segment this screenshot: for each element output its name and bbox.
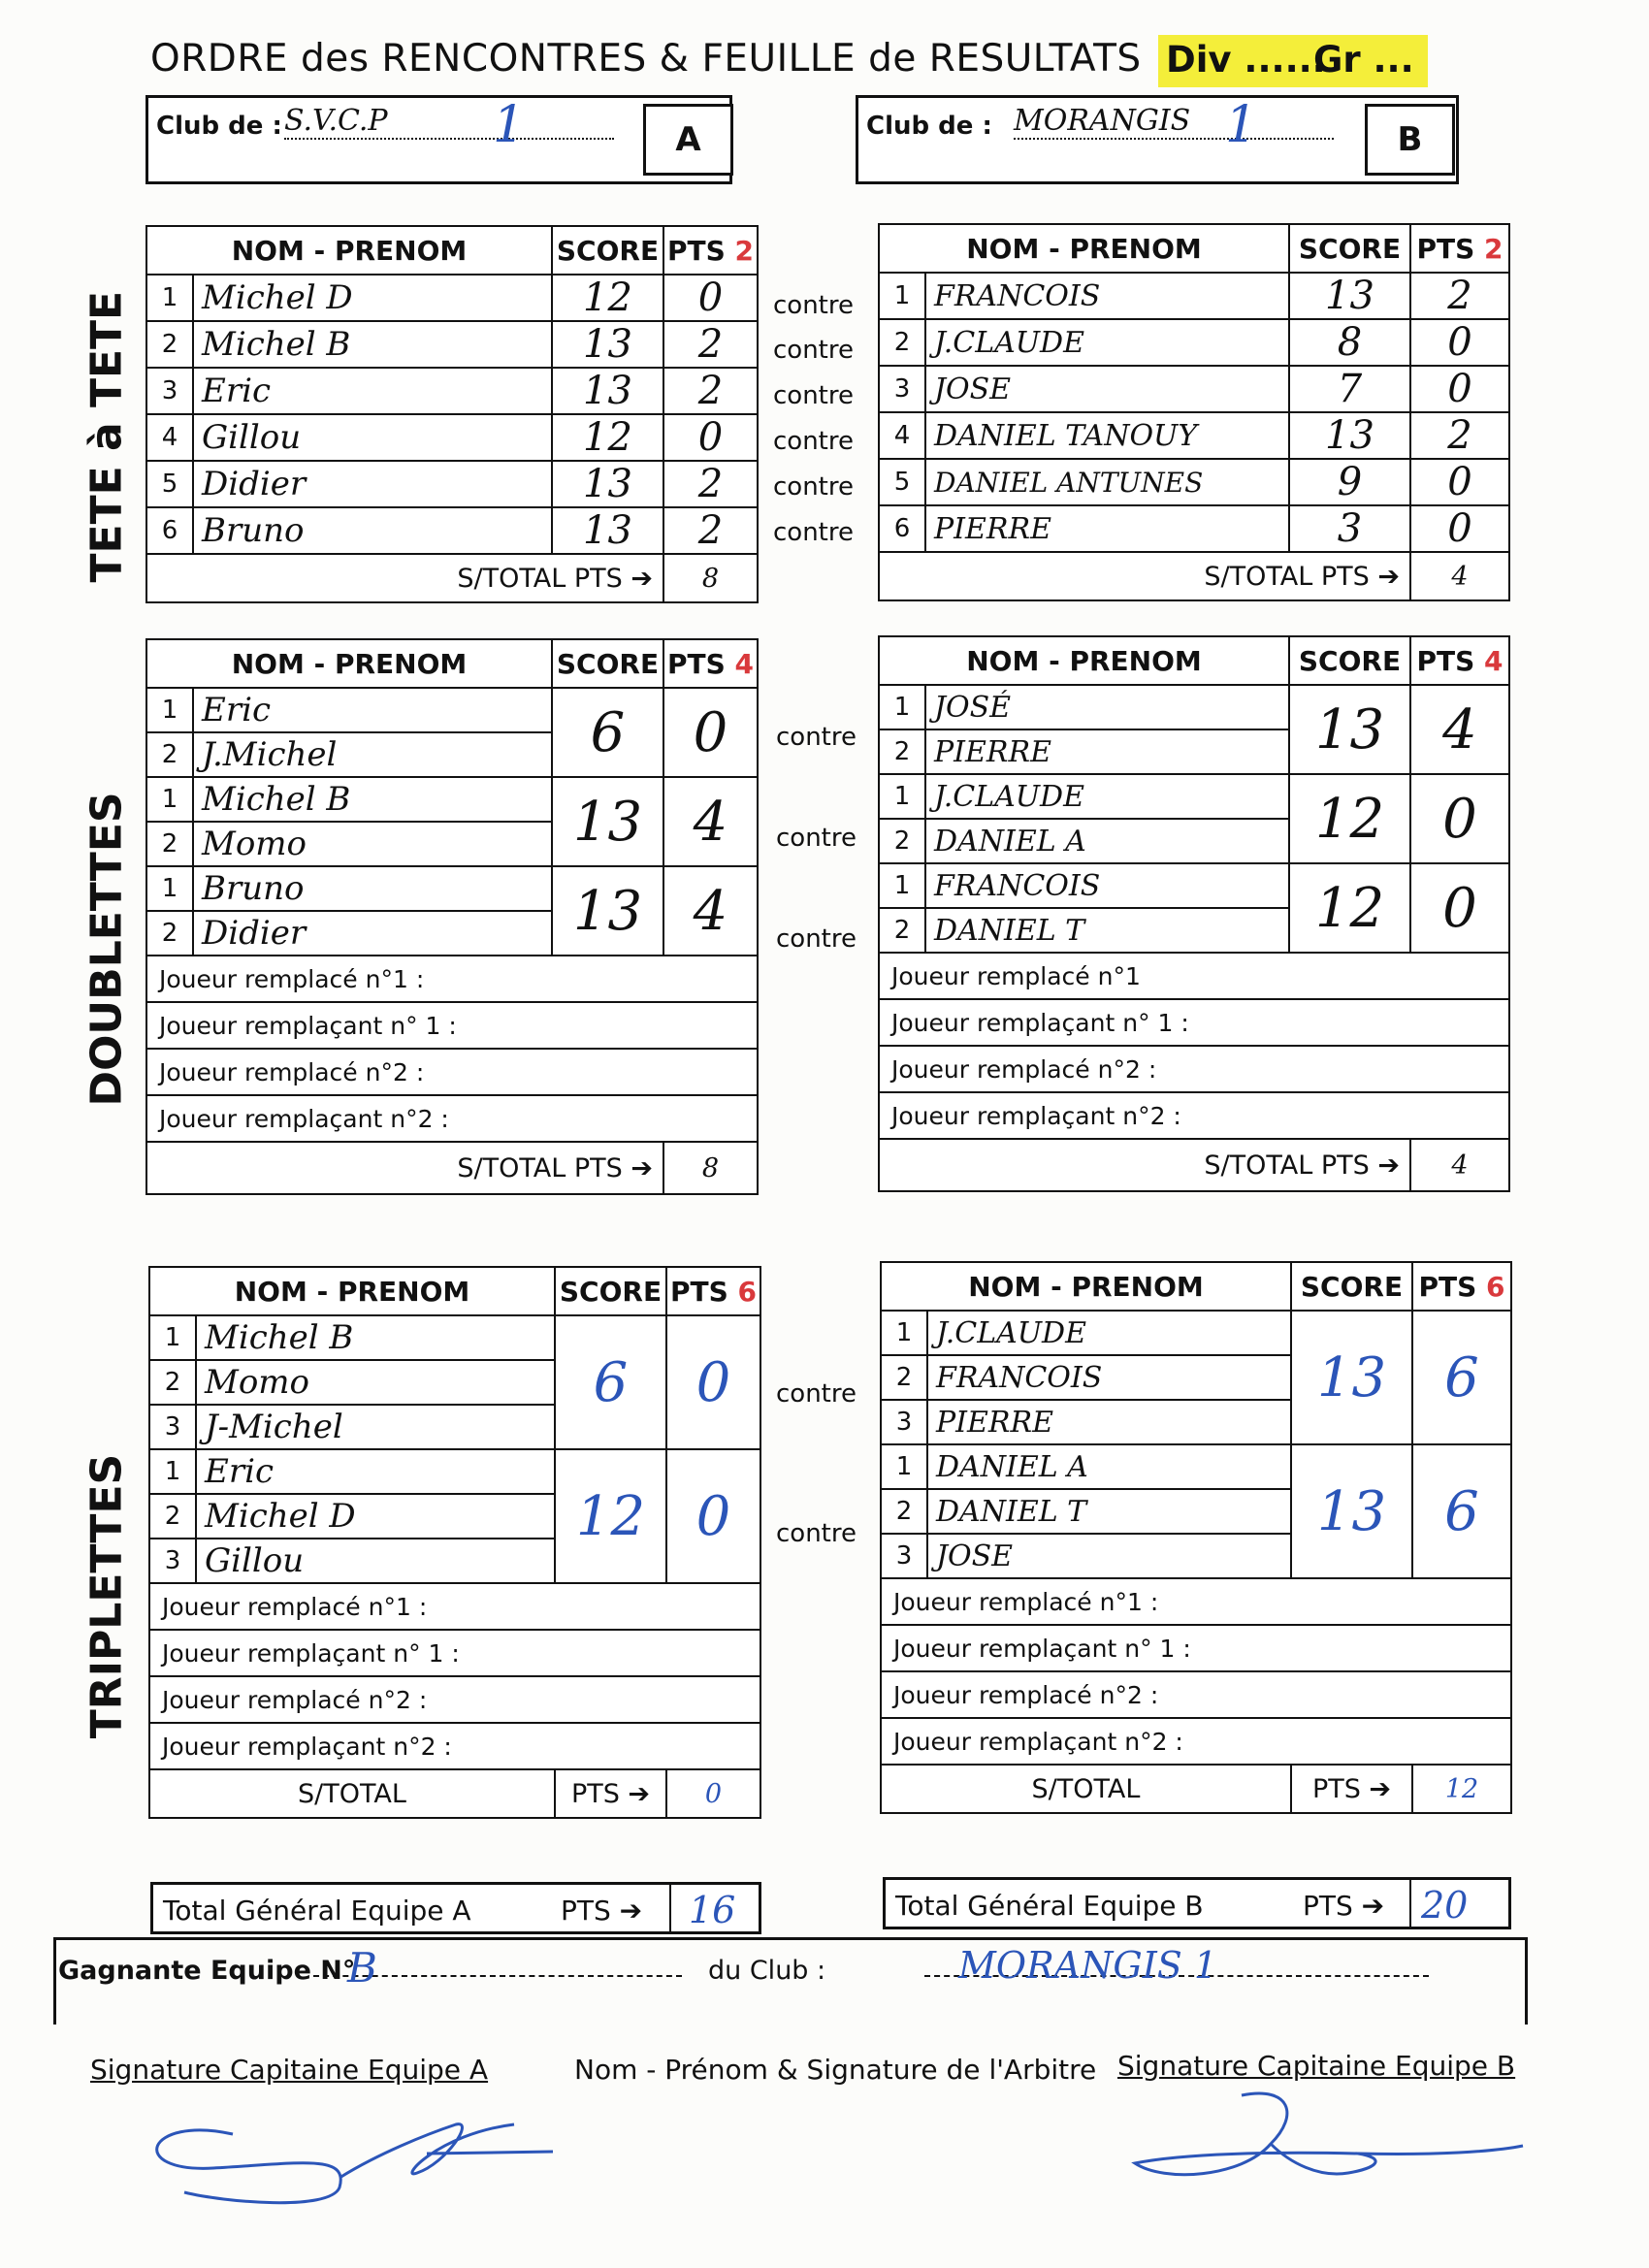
replaced-2-field[interactable]: Joueur remplacé n°2 : [149,1676,760,1723]
doublettes-a-subtotal: 8 [663,1142,758,1194]
col-header-score: SCORE [552,226,663,275]
subtotal-row: S/TOTAL PTS ➔ 12 [881,1765,1511,1813]
table-row: 2 DANIEL A [879,819,1509,863]
table-row: 1 J.CLAUDE 13 6 [881,1311,1511,1355]
club-b-number: 1 [1225,96,1258,154]
versus-label: contre [776,924,857,954]
tete-b-subtotal: 4 [1410,552,1509,600]
table-row: 3 J-Michel [149,1405,760,1449]
table-row: 3 JOSE 7 0 [879,366,1509,412]
replacement-2-field[interactable]: Joueur remplaçant n°2 : [146,1095,758,1142]
table-row: 2 DANIEL T [881,1489,1511,1534]
replaced-1-field[interactable]: Joueur remplacé n°1 : [881,1578,1511,1625]
winner-box [53,1937,1528,2025]
col-header-name: NOM - PRENOM [146,226,552,275]
table-row: 2 Didier [146,911,758,956]
col-header-name: NOM - PRENOM [879,636,1289,685]
col-header-pts: PTS 2 [663,226,758,275]
col-header-score: SCORE [552,639,663,688]
table-row: 2 Momo [146,822,758,866]
replacement-1-field[interactable]: Joueur remplaçant n° 1 : [881,1625,1511,1671]
versus-label: contre [773,291,854,320]
table-row: 2 Michel D [149,1494,760,1539]
table-row: 2 J.CLAUDE 8 0 [879,319,1509,366]
versus-label: contre [773,427,854,456]
table-row: 1 Eric 6 0 [146,688,758,732]
tete-b-table [878,223,1510,601]
replacement-2-field[interactable]: Joueur remplaçant n°2 : [149,1723,760,1769]
triplettes-b-subtotal: 12 [1412,1765,1511,1813]
table-row: 4 Gillou 12 0 [146,414,758,461]
table-row: 1 Michel B 6 0 [149,1315,760,1360]
total-b-box [883,1877,1511,1929]
replacement-1-field[interactable]: Joueur remplaçant n° 1 : [149,1630,760,1676]
versus-label: contre [773,472,854,502]
replaced-2-field[interactable]: Joueur remplacé n°2 : [881,1671,1511,1718]
versus-label: contre [773,336,854,365]
subtotal-row: S/TOTAL PTS ➔ 8 [146,1142,758,1194]
club-a-box [146,95,732,184]
club-b-box [856,95,1459,184]
table-row: 1 DANIEL A 13 6 [881,1444,1511,1489]
signature-referee-label: Nom - Prénom & Signature de l'Arbitre [574,2054,1097,2086]
replacement-2-field[interactable]: Joueur remplaçant n°2 : [879,1092,1509,1139]
col-header-score: SCORE [1289,636,1410,685]
table-row: 5 Didier 13 2 [146,461,758,507]
versus-label: contre [773,381,854,410]
col-header-score: SCORE [1291,1262,1412,1311]
captain-a-signature [107,2095,563,2212]
total-a-pts-label: PTS ➔ [561,1895,643,1927]
table-row: 1 FRANCOIS 13 2 [879,273,1509,319]
table-row: 1 J.CLAUDE 12 0 [879,774,1509,819]
col-header-score: SCORE [555,1267,666,1315]
doublettes-b-table [878,635,1510,1192]
col-header-pts: PTS 4 [663,639,758,688]
sheet-title: ORDRE des RENCONTRES & FEUILLE de RESULTATS [150,37,1142,81]
col-header-name: NOM - PRENOM [149,1267,555,1315]
table-row: 1 FRANCOIS 12 0 [879,863,1509,908]
triplettes-a-subtotal: 0 [666,1769,760,1818]
col-header-name: NOM - PRENOM [879,224,1289,273]
col-header-name: NOM - PRENOM [146,639,552,688]
winner-club-value: MORANGIS 1 [958,1944,1218,1987]
replacement-1-field[interactable]: Joueur remplaçant n° 1 : [146,1002,758,1049]
replaced-1-field[interactable]: Joueur remplacé n°1 : [146,956,758,1002]
table-row: 3 Gillou [149,1539,760,1583]
col-header-score: SCORE [1289,224,1410,273]
captain-b-signature [1125,2086,1533,2202]
table-row: 2 Momo [149,1360,760,1405]
tete-a-table [146,225,759,603]
col-header-pts: PTS 6 [1412,1262,1511,1311]
table-row: 1 Eric 12 0 [149,1449,760,1494]
table-row: 2 PIERRE [879,729,1509,774]
subtotal-row: S/TOTAL PTS ➔ 0 [149,1769,760,1818]
table-row: 1 Michel D 12 0 [146,275,758,321]
winner-label: Gagnante Equipe N° [58,1956,356,1986]
replacement-1-field[interactable]: Joueur remplaçant n° 1 : [879,999,1509,1046]
group-label: Gr ... [1313,39,1414,81]
table-row: 1 JOSÉ 13 4 [879,685,1509,729]
table-row: 3 JOSE [881,1534,1511,1578]
winner-value: B [347,1944,377,1992]
replaced-1-field[interactable]: Joueur remplacé n°1 : [149,1583,760,1630]
table-row: 2 DANIEL T [879,908,1509,953]
team-a-letter: A [643,104,733,176]
versus-label: contre [776,1519,857,1548]
team-b-letter: B [1365,104,1455,176]
total-a-value: 16 [689,1889,736,1931]
table-row: 3 PIERRE [881,1400,1511,1444]
division-label: Div ...... [1166,39,1326,81]
table-row: 2 J.Michel [146,732,758,777]
table-row: 1 Bruno 13 4 [146,866,758,911]
replaced-2-field[interactable]: Joueur remplacé n°2 : [146,1049,758,1095]
section-label-triplettes: TRIPLETTES [81,1453,132,1739]
col-header-name: NOM - PRENOM [881,1262,1291,1311]
triplettes-b-table [880,1261,1512,1814]
versus-label: contre [776,723,857,752]
table-row: 2 Michel B 13 2 [146,321,758,368]
versus-label: contre [776,1379,857,1409]
subtotal-row: S/TOTAL PTS ➔ 4 [879,1139,1509,1191]
versus-label: contre [776,824,857,853]
signature-captain-b-label: Signature Capitaine Equipe B [1117,2050,1516,2082]
table-row: 3 Eric 13 2 [146,368,758,414]
col-header-pts: PTS 2 [1410,224,1509,273]
section-label-tete: TETE à TETE [81,290,132,583]
table-row: 6 Bruno 13 2 [146,507,758,554]
total-b-pts-label: PTS ➔ [1303,1890,1385,1922]
replaced-2-field[interactable]: Joueur remplacé n°2 : [879,1046,1509,1092]
club-a-label: Club de : [156,112,282,141]
total-a-label: Total Général Equipe A [163,1895,471,1927]
col-header-pts: PTS 4 [1410,636,1509,685]
club-a-number: 1 [493,96,526,154]
section-label-doublettes: DOUBLETTES [81,792,132,1107]
col-header-pts: PTS 6 [666,1267,760,1315]
versus-label: contre [773,518,854,547]
total-b-value: 20 [1421,1884,1469,1927]
subtotal-row: S/TOTAL PTS ➔ 8 [146,554,758,602]
table-row: 4 DANIEL TANOUY 13 2 [879,412,1509,459]
signature-captain-a-label: Signature Capitaine Equipe A [90,2054,489,2086]
table-row: 1 Michel B 13 4 [146,777,758,822]
club-b-label: Club de : [866,112,992,141]
total-b-label: Total Général Equipe B [895,1890,1204,1922]
doublettes-a-table [146,638,759,1195]
division-group-highlight [1158,35,1428,87]
doublettes-b-subtotal: 4 [1410,1139,1509,1191]
subtotal-row: S/TOTAL PTS ➔ 4 [879,552,1509,600]
club-a-name: S.V.C.P [284,104,614,140]
table-row: 6 PIERRE 3 0 [879,505,1509,552]
table-row: 2 FRANCOIS [881,1355,1511,1400]
total-a-box [150,1882,761,1934]
winner-club-label: du Club : [708,1956,826,1986]
table-row: 5 DANIEL ANTUNES 9 0 [879,459,1509,505]
triplettes-a-table [148,1266,761,1819]
replaced-1-field[interactable]: Joueur remplacé n°1 [879,953,1509,999]
club-b-name: MORANGIS [1014,104,1334,140]
replacement-2-field[interactable]: Joueur remplaçant n°2 : [881,1718,1511,1765]
tete-a-subtotal: 8 [663,554,758,602]
